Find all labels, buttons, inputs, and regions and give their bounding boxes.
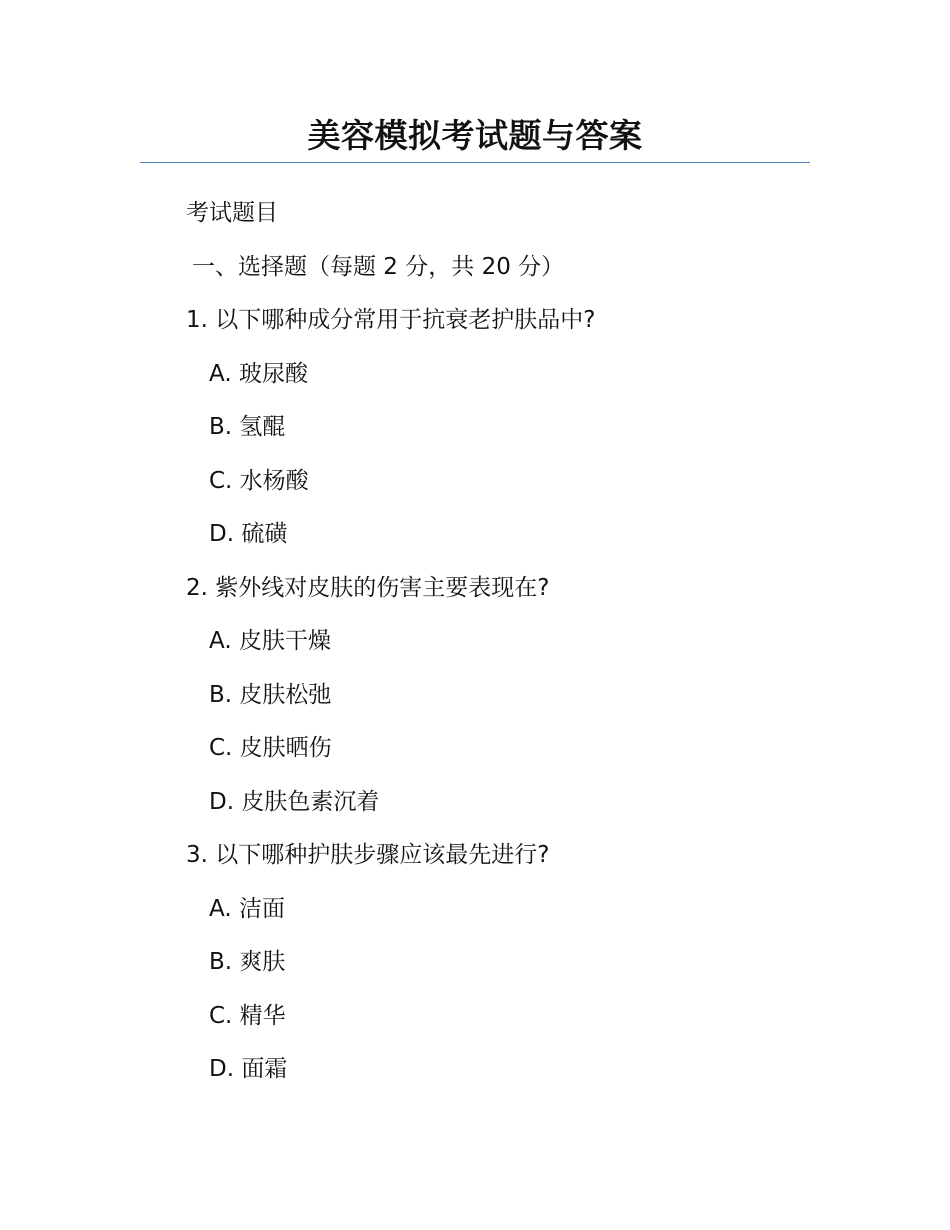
- answer-option: A. 玻尿酸: [209, 361, 308, 387]
- answer-option: C. 水杨酸: [209, 468, 309, 494]
- question-stem: 1. 以下哪种成分常用于抗衰老护肤品中?: [186, 307, 596, 333]
- answer-option: D. 面霜: [209, 1056, 288, 1082]
- question-stem: 2. 紫外线对皮肤的伤害主要表现在?: [186, 575, 550, 601]
- answer-option: D. 皮肤色素沉着: [209, 789, 380, 815]
- answer-option: C. 皮肤晒伤: [209, 735, 332, 761]
- answer-option: A. 洁面: [209, 896, 285, 922]
- title-divider: [140, 162, 810, 163]
- answer-option: B. 氢醌: [209, 414, 286, 440]
- part-heading: 一、选择题（每题 2 分，共 20 分）: [192, 254, 565, 280]
- question-stem: 3. 以下哪种护肤步骤应该最先进行?: [186, 842, 550, 868]
- answer-option: C. 精华: [209, 1003, 286, 1029]
- answer-option: A. 皮肤干燥: [209, 628, 331, 654]
- section-heading: 考试题目: [186, 200, 278, 226]
- document-title: 美容模拟考试题与答案: [307, 116, 643, 155]
- answer-option: B. 爽肤: [209, 949, 286, 975]
- answer-option: B. 皮肤松弛: [209, 682, 332, 708]
- answer-option: D. 硫磺: [209, 521, 288, 547]
